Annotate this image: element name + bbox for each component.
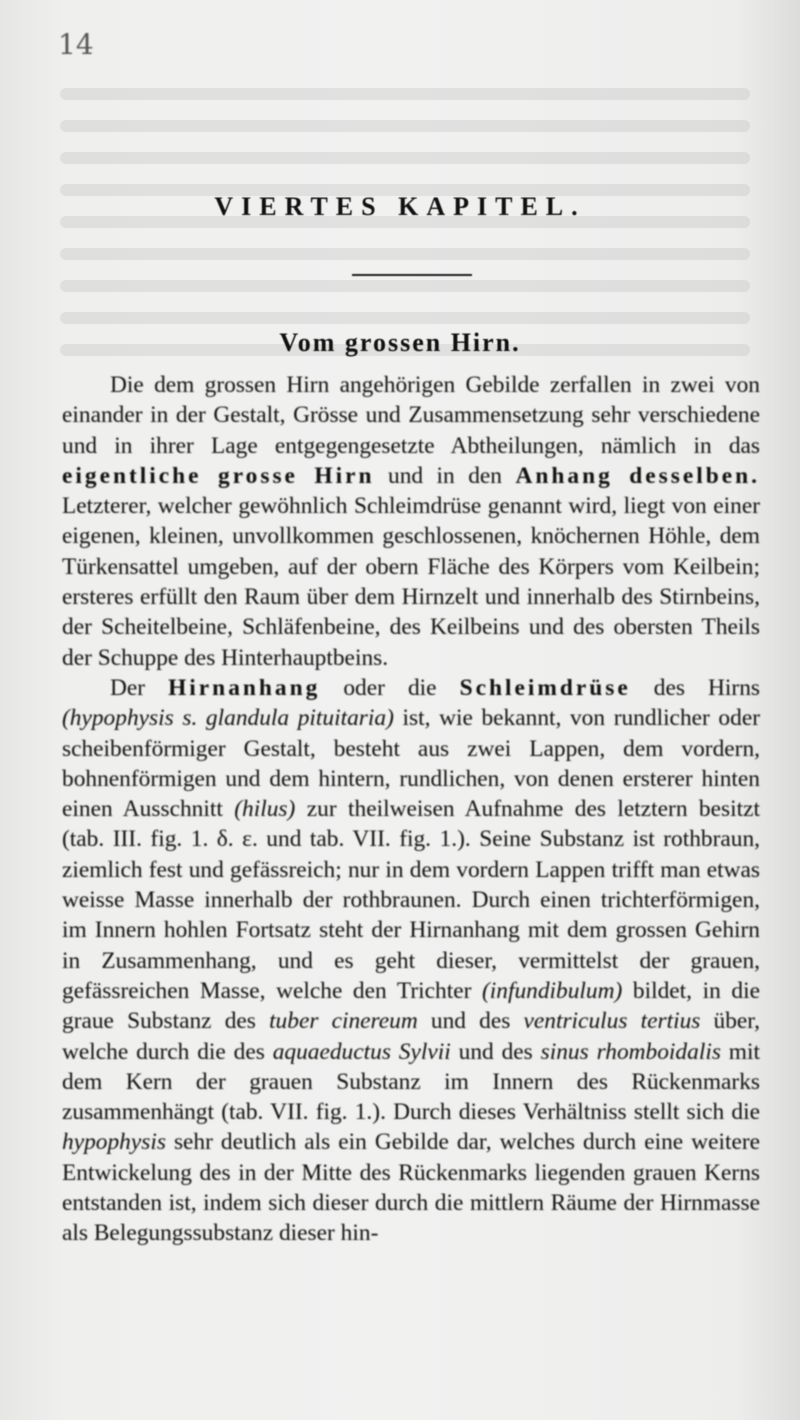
latin-term: (infundibulum) — [481, 977, 623, 1004]
emphasis-spaced: eigentliche grosse Hirn — [62, 462, 375, 489]
text-span: und in den — [374, 462, 516, 489]
text-span: ist, wie bekannt, von rundlicher oder scheibenförmiger Gestalt, besteht aus zwei Lappen, dem vordern, bohnenförmigen und dem hintern, rundlichen, von denen ersterer hinten einen Ausschnitt — [62, 705, 760, 823]
text-span: bildet, in die graue Substanz des — [62, 977, 760, 1035]
emphasis-spaced: Anhang desselben. — [515, 462, 760, 489]
page-number: 14 — [58, 28, 94, 61]
paragraph-1 — [62, 370, 760, 673]
text-span: Die dem grossen Hirn angehörigen Gebilde zerfallen in zwei von einander in der Gestalt, Grösse und Zusammensetzung sehr verschiedene und in ihrer Lage entgegengesetzte Abtheilungen, nämlich in das — [62, 372, 760, 459]
latin-term: ventriculus tertius — [523, 1008, 701, 1035]
latin-term: sinus rhomboidalis — [540, 1038, 721, 1065]
text-span: über, welche durch die des — [62, 1008, 761, 1065]
text-span: Der — [110, 674, 169, 701]
text-span: mit dem Kern der grauen Substanz im Innern des Rückenmarks zusammenhängt (tab. VII. fig. 1.). Durch dieses Verhältniss stellt sich die — [62, 1038, 760, 1126]
emphasis-spaced: Hirnanhang — [168, 674, 321, 701]
section-heading: Vom grossen Hirn. — [279, 328, 521, 357]
text-span: und des — [417, 1008, 524, 1035]
paragraph-2 — [62, 673, 760, 1249]
latin-term: tuber cinereum — [269, 1008, 418, 1035]
emphasis-spaced: Schleimdrüse — [459, 674, 631, 701]
latin-term: (hilus) — [234, 796, 296, 823]
text-span: und des — [450, 1038, 541, 1065]
chapter-heading: VIERTES KAPITEL. — [214, 192, 586, 221]
text-span: sehr deutlich als ein Gebilde dar, welches durch eine weitere Entwickelung des in der Mitte des Rückenmarks liegenden grauen Kerns entstanden ist, indem sich dieser durch die mittlern Räume der Hirnmasse als Belegungssubstanz dieser hin- — [62, 1129, 760, 1247]
latin-term: hypophysis — [62, 1129, 166, 1156]
text-span: oder die — [320, 674, 460, 701]
latin-term: (hypophysis s. glandula pituitaria) — [62, 705, 394, 732]
text-span: zur theilweisen Aufnahme des letztern besitzt (tab. III. fig. 1. δ. ε. und tab. VII. fig. 1.). Seine Substanz ist rothbraun, ziemlich fest und gefässreich; nur in dem vordern Lappen trifft man etwas weisse Masse innerhalb der rothbraunen. Durch einen trichterförmigen, im Innern hohlen Fortsatz steht der Hirnanhang mit dem grossen Gehirn in Zusammenhang, und es geht dieser, vermittelst der grauen, gefässreichen Masse, welche den Trichter — [62, 796, 760, 1004]
heading-divider — [352, 274, 472, 276]
latin-term: aquaeductus Sylvii — [272, 1038, 451, 1065]
text-span: des Hirns — [630, 674, 760, 701]
body-text — [62, 370, 760, 1249]
text-span: Letzterer, welcher gewöhnlich Schleimdrüse genannt wird, liegt von einer eigenen, kleinen, unvollkommen geschlossenen, knöchernen Höhle, dem Türkensattel umgeben, auf der obern Fläche des Körpers vom Keilbein; ersteres erfüllt den Raum über dem Hirnzelt und innerhalb des Stirnbeins, der Scheitelbeine, Schläfenbeine, des Keilbeins und des obersten Theils der Schuppe des Hinterhauptbeins. — [62, 493, 760, 671]
